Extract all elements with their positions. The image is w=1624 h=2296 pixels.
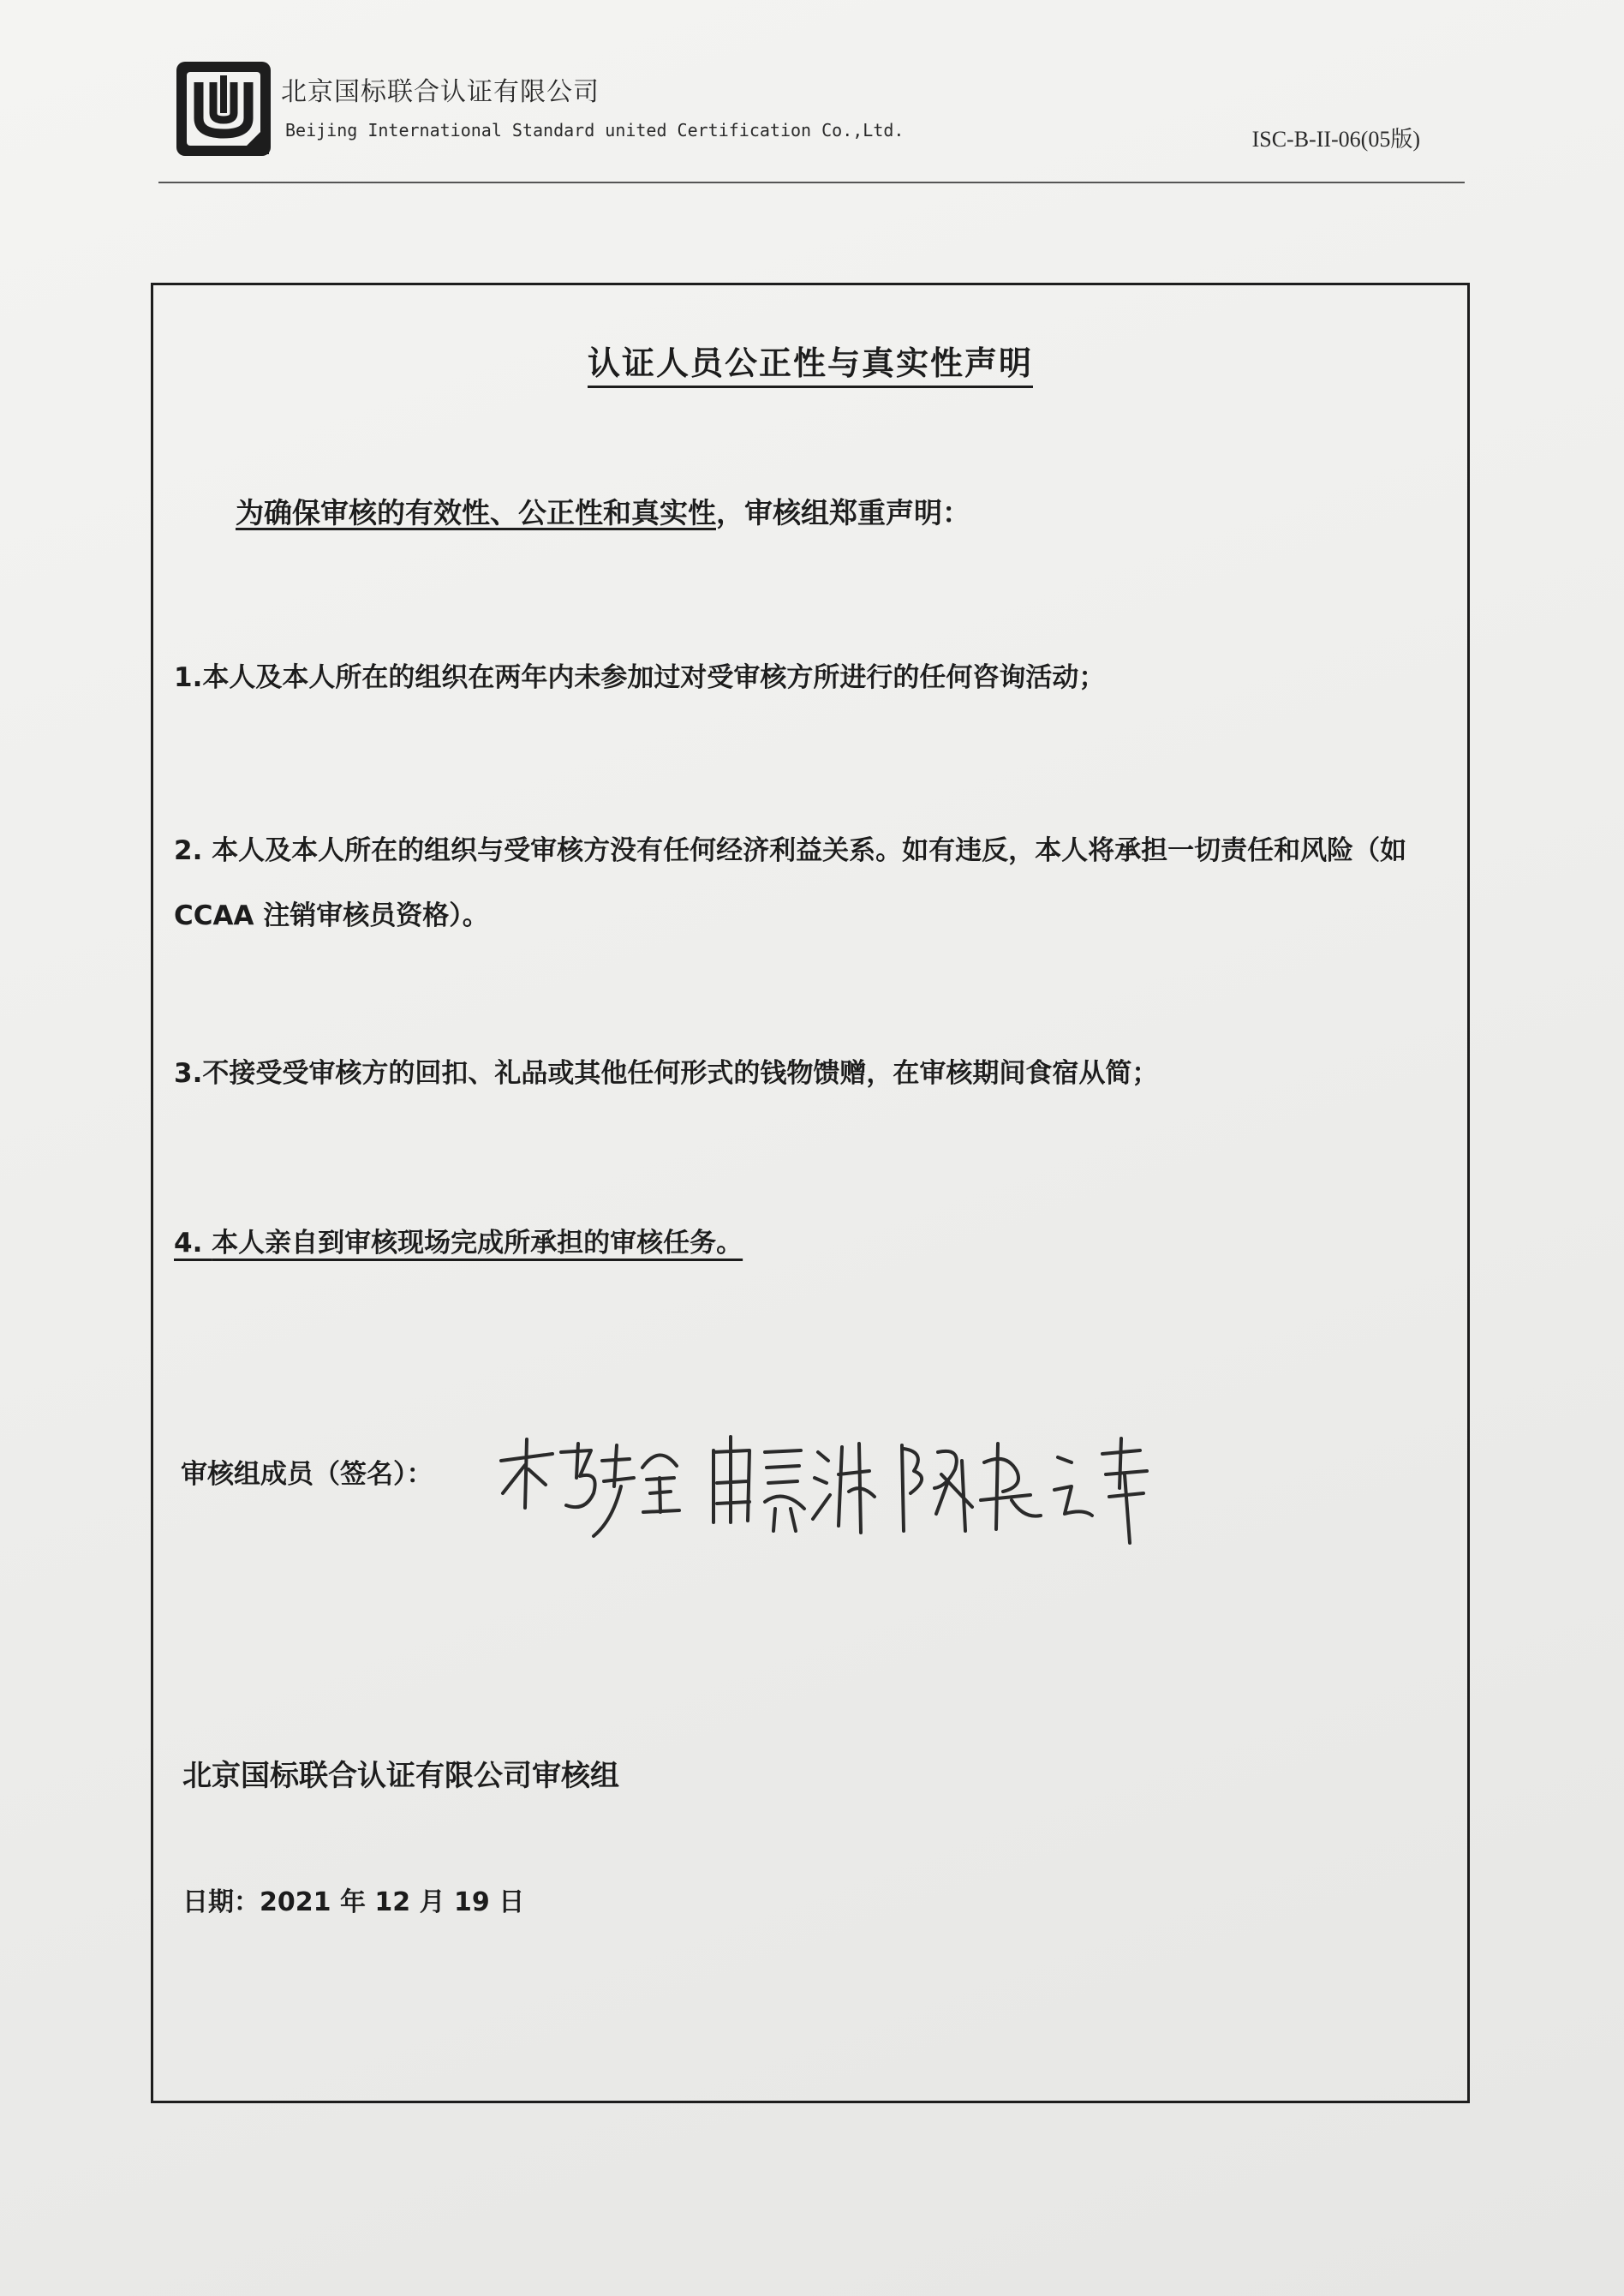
clause-underlined [174, 1228, 743, 1259]
statement-title-text: 认证人员公正性与真实性声明 [588, 344, 1033, 388]
clause-number: 1. [174, 662, 203, 693]
clause-number: 2. [174, 835, 212, 866]
audit-team-name: 北京国标联合认证有限公司审核组 [182, 1759, 619, 1793]
isc-logo-icon [173, 58, 274, 159]
clause-2 [174, 818, 1454, 948]
clause-number: 4. [174, 1228, 212, 1259]
signature-label: 审核组成员（签名）： [181, 1459, 433, 1490]
company-name-cn: 北京国标联合认证有限公司 [281, 77, 600, 107]
clause-3 [174, 1041, 1454, 1106]
clause-number: 3. [174, 1058, 203, 1089]
statement-intro [236, 491, 970, 531]
document-header [163, 53, 1465, 182]
clause-text: 不接受受审核方的回扣、礼品或其他任何形式的钱物馈赠，在审核期间食宿从简； [202, 1058, 1159, 1089]
company-name-en: Beijing International Standard united Certification Co.,Ltd. [285, 120, 905, 141]
clause-text: 本人亲自到审核现场完成所承担的审核任务。 [212, 1228, 743, 1259]
clause-text: 本人及本人所在的组织与受审核方没有任何经济利益关系。如有违反，本人将承担一切责任和风险（如 CCAA 注销审核员资格）。 [174, 835, 1407, 931]
statement-box [151, 283, 1470, 2103]
document-code: ISC-B-II-06(05版) [1251, 127, 1420, 152]
handwritten-signatures [493, 1426, 1161, 1555]
statement-title [153, 337, 1467, 384]
statement-date: 日期：2021 年 12 月 19 日 [182, 1887, 525, 1917]
clause-text: 本人及本人所在的组织在两年内未参加过对受审核方所进行的任何咨询活动； [202, 662, 1106, 693]
intro-rest-text: ，审核组郑重声明： [716, 496, 970, 529]
header-divider [158, 182, 1465, 183]
clause-1 [174, 645, 1454, 710]
clause-4 [174, 1211, 1454, 1276]
intro-underlined-text: 为确保审核的有效性、公正性和真实性 [236, 496, 716, 529]
